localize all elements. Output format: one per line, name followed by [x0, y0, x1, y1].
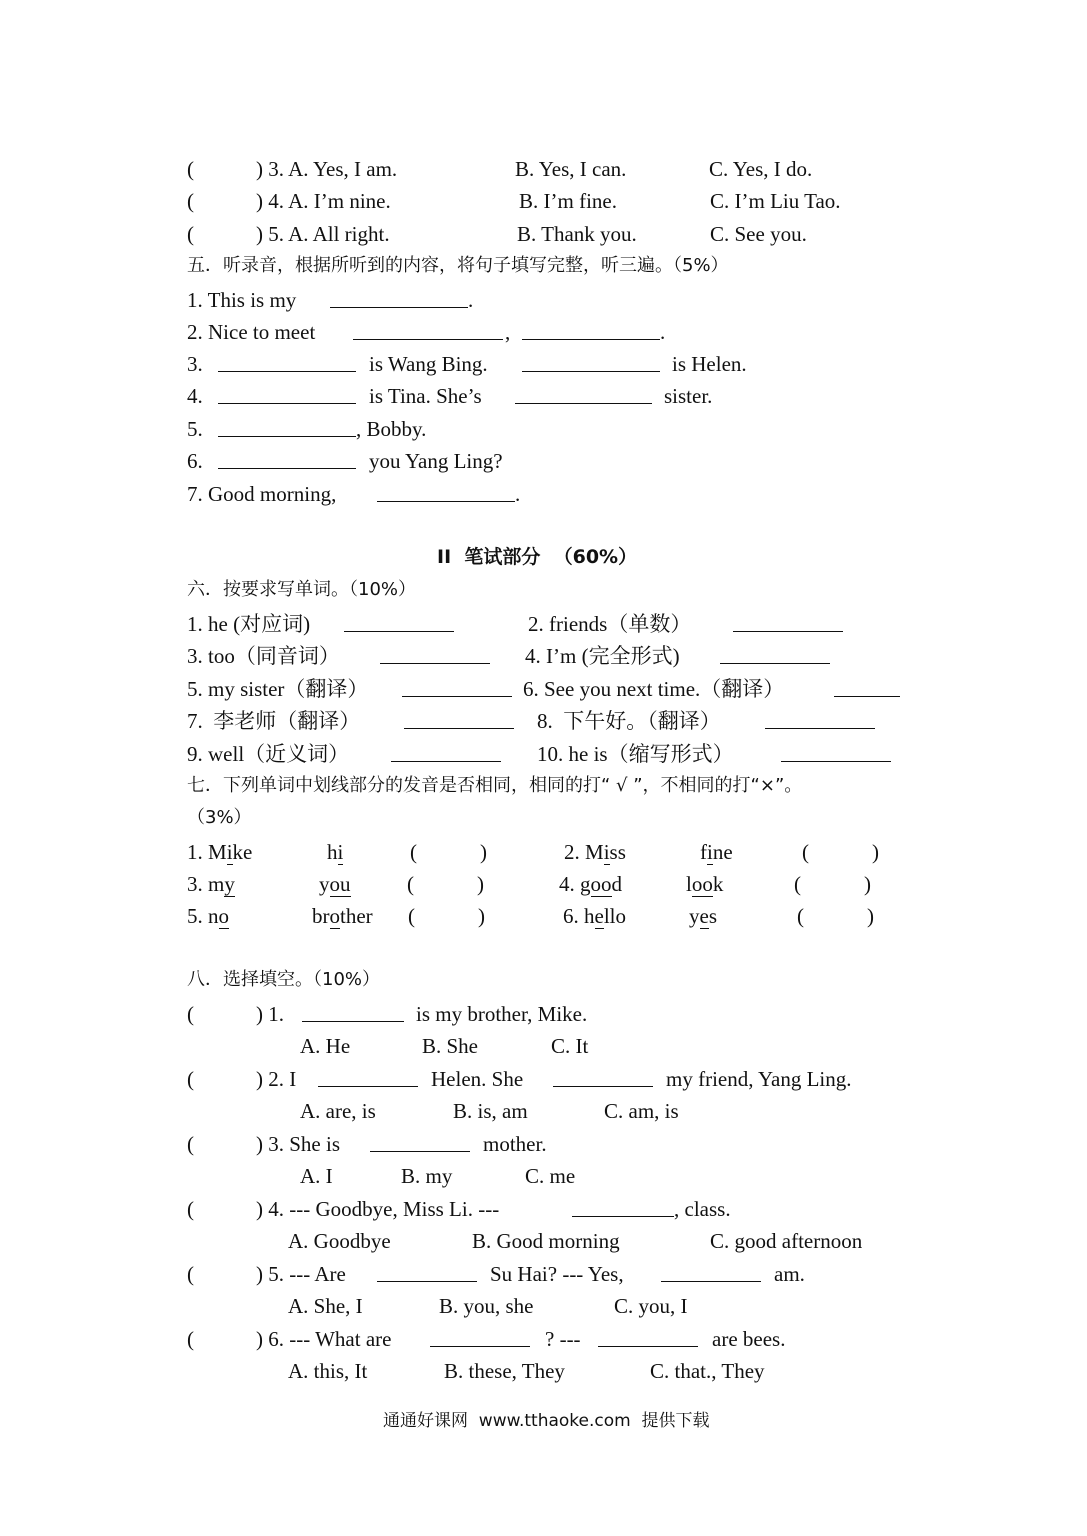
- fill-blank[interactable]: [430, 1324, 530, 1347]
- section5-line-3: [0, 349, 1087, 379]
- fill-blank[interactable]: [218, 446, 356, 469]
- option-c: C. am, is: [604, 1099, 679, 1123]
- line-text: .: [468, 288, 474, 312]
- line-text: 3.: [187, 352, 203, 376]
- word-you: you: [319, 872, 351, 896]
- word-look: look: [686, 872, 724, 896]
- fill-blank[interactable]: [834, 674, 900, 697]
- option-c: C. you, I: [614, 1294, 688, 1318]
- option-b: B. my: [401, 1164, 453, 1188]
- mc-options-3: [0, 1161, 1087, 1191]
- option-b: B. is, am: [453, 1099, 528, 1123]
- line-text: .: [660, 320, 666, 344]
- word-hi: hi: [327, 840, 344, 864]
- line-text: sister.: [664, 384, 713, 408]
- fill-blank[interactable]: [380, 641, 490, 664]
- footer-text: 通通好课网 www.tthaoke.com 提供下载: [383, 1411, 710, 1431]
- fill-blank[interactable]: [572, 1194, 674, 1217]
- fill-blank[interactable]: [330, 285, 468, 308]
- option-a: A. He: [300, 1034, 351, 1058]
- section5-line-7: [0, 479, 1087, 509]
- line-text: , Bobby.: [356, 417, 427, 441]
- option-c: C. Yes, I do.: [709, 157, 813, 181]
- option-b: B. these, They: [444, 1359, 565, 1383]
- option-a: ) 4. A. I’m nine.: [256, 189, 391, 213]
- option-c: C. me: [525, 1164, 576, 1188]
- word-brother: brother: [312, 904, 373, 928]
- word-item: 10. he is（缩写形式）: [537, 742, 734, 766]
- section7-score: [0, 803, 1087, 833]
- word-item: 5. my sister（翻译）: [187, 677, 369, 701]
- answer-paren-open[interactable]: (: [797, 904, 804, 928]
- word-mike: 1. Mike: [187, 840, 253, 864]
- fill-blank[interactable]: [302, 999, 404, 1022]
- fill-blank[interactable]: [404, 706, 514, 729]
- section5-line-1: [0, 285, 1087, 315]
- question-text: ) 4. --- Goodbye, Miss Li. ---: [256, 1197, 500, 1221]
- fill-blank[interactable]: [515, 381, 652, 404]
- answer-paren-open[interactable]: (: [410, 840, 417, 864]
- fill-blank[interactable]: [344, 609, 454, 632]
- answer-paren[interactable]: (: [187, 1327, 194, 1351]
- answer-paren-close: ): [864, 872, 871, 896]
- word-item: 2. friends（单数）: [528, 612, 692, 636]
- option-c: C. It: [551, 1034, 589, 1058]
- mc-question-1: [0, 999, 1087, 1029]
- word-item: 3. too（同音词）: [187, 644, 340, 668]
- line-text: is Wang Bing.: [369, 352, 488, 376]
- option-c: C. good afternoon: [710, 1229, 863, 1253]
- option-a: A. She, I: [288, 1294, 363, 1318]
- section5-line-4: [0, 381, 1087, 411]
- mc-options-6: [0, 1356, 1087, 1386]
- fill-blank[interactable]: [661, 1259, 761, 1282]
- fill-blank[interactable]: [733, 609, 843, 632]
- answer-paren-open[interactable]: (: [802, 840, 809, 864]
- question-text: Helen. She: [431, 1067, 524, 1091]
- option-b: B. Yes, I can.: [515, 157, 627, 181]
- line-text: you Yang Ling?: [369, 449, 503, 473]
- line-text: ,: [505, 320, 511, 344]
- answer-paren-close: ): [867, 904, 874, 928]
- written-heading-text: II 笔试部分 （60%）: [437, 546, 638, 568]
- fill-blank[interactable]: [218, 349, 356, 372]
- mc-options-1: [0, 1031, 1087, 1061]
- word-hello: 6. hello: [563, 904, 626, 928]
- answer-paren: (: [187, 222, 194, 246]
- option-c: C. See you.: [710, 222, 807, 246]
- word-item: 6. See you next time.（翻译）: [523, 677, 785, 701]
- question-text: ) 3. She is: [256, 1132, 340, 1156]
- section8-title-text: 八．选择填空。（10%）: [187, 969, 381, 990]
- answer-paren[interactable]: (: [187, 1197, 194, 1221]
- written-part-heading: [0, 542, 1087, 572]
- section8-title: [0, 965, 1087, 995]
- section5-title: [0, 251, 1087, 281]
- mc-question-6: [0, 1324, 1087, 1354]
- line-text: is Tina. She’s: [369, 384, 482, 408]
- option-a: A. are, is: [300, 1099, 376, 1123]
- option-b: B. you, she: [439, 1294, 534, 1318]
- fill-blank[interactable]: [781, 739, 891, 762]
- word-yes: yes: [689, 904, 718, 928]
- option-b: B. Thank you.: [517, 222, 637, 246]
- section5-line-6: [0, 446, 1087, 476]
- option-c: C. I’m Liu Tao.: [710, 189, 841, 213]
- fill-blank[interactable]: [377, 1259, 477, 1282]
- mc-question-4: [0, 1194, 1087, 1224]
- question-text: , class.: [674, 1197, 731, 1221]
- fill-blank[interactable]: [765, 706, 875, 729]
- section7-score-text: （3%）: [187, 807, 252, 828]
- word-item: 1. he (对应词): [187, 612, 311, 636]
- word-miss: 2. Miss: [564, 840, 626, 864]
- answer-paren[interactable]: (: [187, 1132, 194, 1156]
- fill-blank[interactable]: [391, 739, 501, 762]
- mc-options-2: [0, 1096, 1087, 1126]
- mc-question-5: [0, 1259, 1087, 1289]
- fill-blank[interactable]: [402, 674, 512, 697]
- question-text: ) 5. --- Are: [256, 1262, 346, 1286]
- question-text: ) 2. I: [256, 1067, 297, 1091]
- section7-title-text: 七．下列单词中划线部分的发音是否相同，相同的打“ √ ”，不相同的打“×”。: [187, 775, 803, 796]
- answer-paren-open[interactable]: (: [408, 904, 415, 928]
- question-text: are bees.: [712, 1327, 786, 1351]
- answer-paren-close: ): [478, 904, 485, 928]
- fill-blank[interactable]: [218, 414, 356, 437]
- question-text: is my brother, Mike.: [416, 1002, 588, 1026]
- line-text: 5.: [187, 417, 203, 441]
- answer-paren-open[interactable]: (: [407, 872, 414, 896]
- answer-paren-open[interactable]: (: [794, 872, 801, 896]
- answer-paren-close: ): [480, 840, 487, 864]
- fill-blank[interactable]: [377, 479, 515, 502]
- line-text: .: [515, 482, 521, 506]
- line-text: 7. Good morning,: [187, 482, 337, 506]
- listening-item-5: [0, 219, 1087, 249]
- option-b: B. She: [422, 1034, 479, 1058]
- section6-title-text: 六．按要求写单词。（10%）: [187, 579, 417, 600]
- line-text: is Helen.: [672, 352, 747, 376]
- fill-blank[interactable]: [522, 317, 660, 340]
- word-good: 4. good: [559, 872, 622, 896]
- question-text: am.: [774, 1262, 805, 1286]
- answer-paren: (: [187, 189, 194, 213]
- question-text: mother.: [483, 1132, 547, 1156]
- section6-row-3: [0, 674, 1087, 704]
- option-a: ) 5. A. All right.: [256, 222, 390, 246]
- mc-options-4: [0, 1226, 1087, 1256]
- section5-line-5: [0, 414, 1087, 444]
- option-a: A. I: [300, 1164, 333, 1188]
- section6-row-4: [0, 706, 1087, 736]
- question-text: ) 6. --- What are: [256, 1327, 392, 1351]
- pronunciation-row-3: [0, 901, 1087, 931]
- option-a: A. this, It: [288, 1359, 368, 1383]
- fill-blank[interactable]: [353, 317, 503, 340]
- answer-paren-close: ): [477, 872, 484, 896]
- fill-blank[interactable]: [720, 641, 830, 664]
- section6-title: [0, 575, 1087, 605]
- answer-paren[interactable]: (: [187, 1002, 194, 1026]
- option-c: C. that., They: [650, 1359, 765, 1383]
- question-text: Su Hai? --- Yes,: [490, 1262, 624, 1286]
- line-text: 4.: [187, 384, 203, 408]
- line-text: 1. This is my: [187, 288, 297, 312]
- fill-blank[interactable]: [318, 1064, 418, 1087]
- question-text: ? ---: [545, 1327, 581, 1351]
- option-a: ) 3. A. Yes, I am.: [256, 157, 398, 181]
- line-text: 2. Nice to meet: [187, 320, 316, 344]
- section6-row-5: [0, 739, 1087, 769]
- fill-blank[interactable]: [553, 1064, 653, 1087]
- word-item: 4. I’m (完全形式): [525, 644, 680, 668]
- section7-title: [0, 771, 1087, 801]
- pronunciation-row-2: [0, 869, 1087, 899]
- footer: [0, 1406, 1087, 1436]
- section5-title-text: 五．听录音，根据所听到的内容，将句子填写完整，听三遍。（5%）: [187, 255, 729, 276]
- answer-paren[interactable]: (: [187, 1067, 194, 1091]
- word-item: 9. well（近义词）: [187, 742, 350, 766]
- answer-paren-close: ): [872, 840, 879, 864]
- pronunciation-row-1: [0, 837, 1087, 867]
- section6-row-2: [0, 641, 1087, 671]
- answer-paren[interactable]: (: [187, 1262, 194, 1286]
- question-text: my friend, Yang Ling.: [666, 1067, 852, 1091]
- word-item: 7. 李老师（翻译）: [187, 709, 361, 733]
- word-no: 5. no: [187, 904, 229, 928]
- option-a: A. Goodbye: [288, 1229, 391, 1253]
- question-text: ) 1.: [256, 1002, 284, 1026]
- answer-paren: (: [187, 157, 194, 181]
- option-b: B. I’m fine.: [519, 189, 617, 213]
- option-b: B. Good morning: [472, 1229, 620, 1253]
- section6-row-1: [0, 609, 1087, 639]
- listening-item-3: [0, 154, 1087, 184]
- line-text: 6.: [187, 449, 203, 473]
- section5-line-2: [0, 317, 1087, 347]
- word-fine: fine: [700, 840, 733, 864]
- word-my: 3. my: [187, 872, 235, 896]
- fill-blank[interactable]: [598, 1324, 698, 1347]
- listening-item-4: [0, 186, 1087, 216]
- fill-blank[interactable]: [218, 381, 356, 404]
- fill-blank[interactable]: [370, 1129, 470, 1152]
- mc-question-2: [0, 1064, 1087, 1094]
- word-item: 8. 下午好。（翻译）: [537, 709, 721, 733]
- mc-question-3: [0, 1129, 1087, 1159]
- mc-options-5: [0, 1291, 1087, 1321]
- fill-blank[interactable]: [522, 349, 660, 372]
